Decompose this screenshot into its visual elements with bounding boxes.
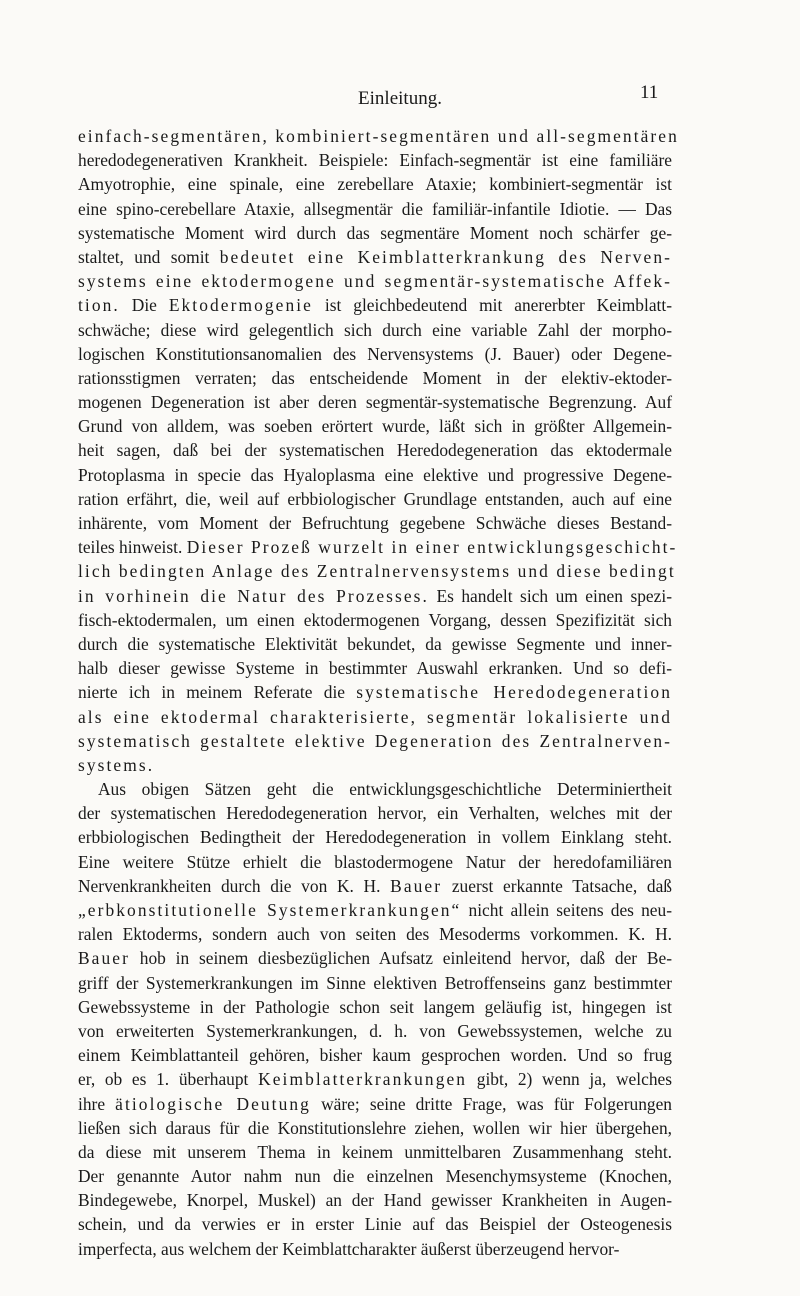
paragraph [78, 777, 672, 1261]
text-run: heredodegenerativen Krankheit. Beispiele: Einfach-segmentär ist eine familiäre [78, 150, 672, 171]
text-run: Protoplasma in specie das Hyaloplasma eine elektive und progressive Degene- [78, 464, 672, 485]
text-run: Die [119, 295, 169, 316]
spaced-emphasis: Bauer [390, 875, 443, 896]
text-run: erbbiologischen Bedingtheit der Heredodegeneration in vollem Einklang steht. [78, 827, 672, 848]
text-run: durch die systematische Elektivität bekundet, da gewisse Segmente und inner- [78, 633, 672, 654]
spaced-emphasis: lich bedingten Anlage des Zentralnervensystems und diese bedingt [78, 561, 676, 582]
text-line [78, 922, 672, 946]
spaced-emphasis: Keimblatterkrankungen [258, 1069, 468, 1090]
text-line [78, 245, 672, 269]
text-run: Amyotrophie, eine spinale, eine zerebellare Ataxie; kombiniert-segmentär ist [78, 174, 672, 195]
text-line [78, 850, 672, 874]
text-run: gibt, 2) wenn ja, welches [467, 1069, 672, 1090]
text-line [78, 898, 672, 922]
spaced-emphasis: systematische Heredodegeneration [356, 682, 672, 703]
text-line [78, 777, 672, 801]
text-line [78, 680, 672, 704]
text-run: schwäche; diese wird gelegentlich sich durch eine variable Zahl der morpho- [78, 319, 672, 340]
text-line [78, 511, 672, 535]
spaced-emphasis: Ektodermogenie [168, 295, 313, 316]
text-run: Bindegewebe, Knorpel, Muskel) an der Hand gewisser Krankheiten in Augen- [78, 1190, 672, 1211]
text-line [78, 946, 672, 970]
text-line [78, 414, 672, 438]
text-run: fisch-ektodermalen, um einen ektodermogenen Vorgang, dessen Spezifizität sich [78, 609, 672, 630]
text-line [78, 584, 672, 608]
text-line [78, 1212, 672, 1236]
text-run: halb dieser gewisse Systeme in bestimmter Auswahl erkranken. Und so defi- [78, 658, 672, 679]
paragraph [78, 124, 679, 777]
text-line [78, 1067, 672, 1091]
text-line [78, 971, 672, 995]
text-run: Grund von alldem, was soeben erörtert wurde, läßt sich in größter Allgemein- [78, 416, 672, 437]
text-line [78, 1140, 672, 1164]
text-line [78, 559, 676, 583]
text-line [78, 438, 672, 462]
text-line [78, 753, 672, 777]
text-line [78, 995, 672, 1019]
text-run: eine spino-cerebellare Ataxie, allsegmentär die familiär-infantile Idiotie. — Das [78, 198, 672, 219]
spaced-emphasis: systems. [78, 754, 155, 775]
text-run: Gewebssysteme in der Pathologie schon seit langem geläufig ist, hingegen ist [78, 996, 672, 1017]
text-line [78, 656, 672, 680]
text-run: rationsstigmen verraten; das entscheidende Moment in der elektiv-ektoder- [78, 367, 672, 388]
text-line [78, 1237, 672, 1261]
text-line [78, 342, 672, 366]
text-line [78, 366, 672, 390]
spaced-emphasis: tion. [78, 295, 120, 316]
text-line [78, 874, 672, 898]
spaced-emphasis: als eine ektodermal charakterisierte, segmentär lokalisierte und [78, 706, 672, 727]
text-run: von erweiterten Systemerkrankungen, d. h. von Gewebssystemen, welche zu [78, 1020, 672, 1041]
page-header [0, 82, 800, 112]
spaced-emphasis: Dieser Prozeß wurzelt in einer entwicklungsgeschicht- [186, 537, 678, 558]
text-line [78, 801, 672, 825]
text-run: Eine weitere Stütze erhielt die blastodermogene Natur der heredofamiliären [78, 851, 672, 872]
text-run: er, ob es 1. überhaupt [78, 1069, 259, 1090]
spaced-emphasis: in vorhinein die Natur des Prozesses. [78, 585, 429, 606]
text-line [78, 463, 672, 487]
text-line [78, 632, 672, 656]
text-run: inhärente, vom Moment der Befruchtung gegebene Schwäche dieses Bestand- [78, 513, 672, 533]
text-line [78, 1164, 672, 1188]
text-line [78, 1092, 672, 1116]
text-run: der systematischen Heredodegeneration hervor, ein Verhalten, welches mit der [78, 803, 672, 824]
text-line [78, 729, 672, 753]
text-run: ralen Ektoderms, sondern auch von seiten des Mesoderms vorkommen. K. H. [78, 924, 672, 945]
spaced-emphasis: Bauer [78, 948, 130, 969]
text-run: einem Keimblattanteil gehören, bisher kaum gesprochen worden. Und so frug [78, 1045, 672, 1066]
text-line [78, 172, 672, 196]
text-run: schein, und da verwies er in erster Linie auf das Beispiel der Osteogenesis [78, 1214, 672, 1235]
spaced-emphasis: „erbkonstitutionelle Systemerkrankungen“ [78, 900, 462, 920]
spaced-emphasis: ätiologische Deutung [115, 1093, 311, 1114]
text-run: heit sagen, daß bei der systematischen Heredodegeneration das ektodermale [78, 440, 672, 461]
text-run: ist gleichbedeutend mit anererbter Keimblatt- [312, 295, 672, 316]
page-body [78, 124, 679, 1261]
text-run: da diese mit unserem Thema in keinem unmittelbaren Zusammenhang steht. [78, 1141, 672, 1162]
text-run: teiles hinweist. [78, 537, 187, 558]
text-line [78, 1019, 672, 1043]
text-run: griff der Systemerkrankungen im Sinne elektiven Betroffenseins ganz bestimmter [78, 972, 672, 993]
text-line [78, 269, 672, 293]
text-line [78, 487, 672, 511]
text-run: Nervenkrankheiten durch die von K. H. [78, 875, 391, 896]
text-line [78, 825, 672, 849]
text-line [78, 124, 679, 148]
text-line [78, 1188, 672, 1212]
text-run: hob in seinem diesbezüglichen Aufsatz einleitend hervor, daß der Be- [129, 948, 672, 969]
text-line [78, 535, 678, 559]
text-run: zuerst erkannte Tatsache, daß [442, 875, 672, 896]
text-line [78, 293, 672, 317]
running-head: Einleitung. [358, 88, 442, 109]
text-run: ließen sich daraus für die Konstitutionslehre ziehen, wollen wir hier übergehen, [78, 1117, 672, 1138]
spaced-emphasis: systematisch gestaltete elektive Degeneration des Zentralnerven- [78, 730, 672, 751]
text-line [78, 1043, 672, 1067]
page-number: 11 [640, 82, 659, 103]
text-line [78, 318, 672, 342]
text-line [78, 197, 672, 221]
text-run: wäre; seine dritte Frage, was für Folgerungen [310, 1093, 672, 1114]
text-run: imperfecta, aus welchem der Keimblattcharakter äußerst überzeugend hervor- [78, 1238, 620, 1259]
text-run: ration erfährt, die, weil auf erbbiologischer Grundlage entstanden, auch auf eine [78, 488, 672, 509]
text-line [78, 705, 672, 729]
text-run: Es handelt sich um einen spezi- [428, 585, 672, 606]
text-run: systematische Moment wird durch das segmentäre Moment noch schärfer ge- [78, 222, 672, 243]
text-line [78, 1116, 672, 1140]
text-line [78, 390, 672, 414]
text-run: ihre [78, 1093, 116, 1114]
text-line [78, 148, 672, 172]
text-run: nicht allein seitens des neu- [461, 900, 673, 920]
text-line [78, 608, 672, 632]
spaced-emphasis: bedeutet eine Keimblatterkrankung des Nerven- [219, 246, 672, 267]
text-run: nierte ich in meinem Referate die [78, 682, 357, 703]
text-run: Aus obigen Sätzen geht die entwicklungsgeschichtliche Determiniertheit [98, 779, 672, 800]
text-run: logischen Konstitutionsanomalien des Nervensystems (J. Bauer) oder Degene- [78, 343, 672, 364]
spaced-emphasis: systems eine ektodermogene und segmentär-systematische Affek- [78, 271, 672, 292]
spaced-emphasis: einfach-segmentären, kombiniert-segmentären und all-segmentären [78, 126, 679, 146]
text-line [78, 221, 672, 245]
text-run: staltet, und somit [78, 246, 220, 267]
text-run: Der genannte Autor nahm nun die einzelnen Mesenchymsysteme (Knochen, [78, 1166, 672, 1187]
text-run: mogenen Degeneration ist aber deren segmentär-systematische Begrenzung. Auf [78, 392, 672, 413]
